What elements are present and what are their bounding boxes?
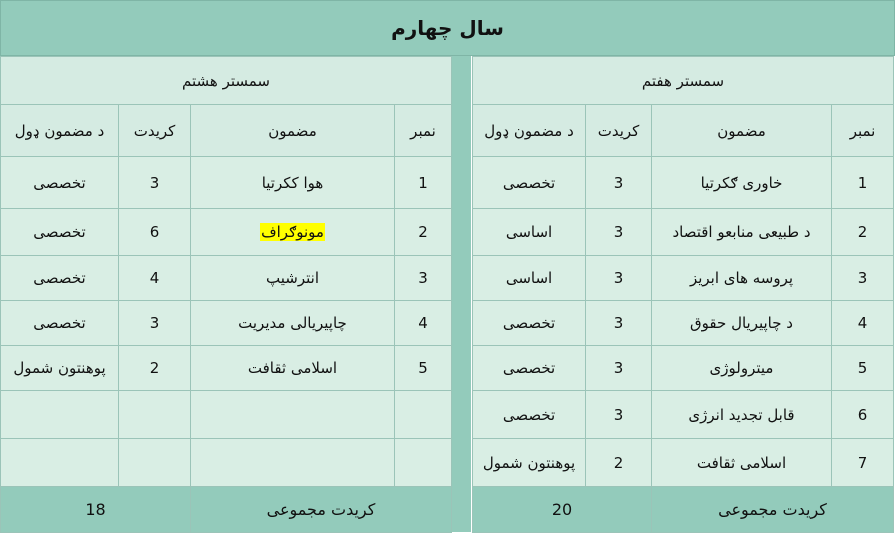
row-subject bbox=[191, 391, 395, 439]
row-type: تخصصی bbox=[473, 346, 586, 391]
row-number: 4 bbox=[395, 301, 452, 346]
row-subject bbox=[191, 439, 395, 487]
total-credit-label: کریدت مجموعی bbox=[191, 487, 452, 533]
row-type: اساسی bbox=[473, 256, 586, 301]
row-credit: 3 bbox=[119, 157, 191, 209]
row-type: تخصصی bbox=[473, 301, 586, 346]
row-type: تخصصی bbox=[1, 256, 119, 301]
row-credit: 3 bbox=[586, 256, 652, 301]
table-separator bbox=[451, 56, 471, 532]
table-row bbox=[1, 346, 452, 391]
row-type: پوهنتون شمول bbox=[1, 346, 119, 391]
row-credit: 2 bbox=[586, 439, 652, 487]
row-type: تخصصی bbox=[473, 391, 586, 439]
row-credit: 3 bbox=[586, 346, 652, 391]
row-number: 5 bbox=[395, 346, 452, 391]
row-number: 6 bbox=[832, 391, 894, 439]
row-credit: 4 bbox=[119, 256, 191, 301]
row-subject: خاوری ګکرتیا bbox=[652, 157, 832, 209]
row-type bbox=[1, 391, 119, 439]
table-row bbox=[473, 209, 894, 256]
row-credit: 3 bbox=[119, 301, 191, 346]
row-credit bbox=[119, 439, 191, 487]
row-type: تخصصی bbox=[473, 157, 586, 209]
col-subject-header: مضمون bbox=[191, 105, 395, 157]
table-row bbox=[473, 301, 894, 346]
table-row bbox=[473, 157, 894, 209]
col-subject-header: مضمون bbox=[652, 105, 832, 157]
col-credit-header: کریدت bbox=[586, 105, 652, 157]
row-number: 3 bbox=[395, 256, 452, 301]
highlighted-subject: مونوګراف bbox=[261, 223, 324, 241]
table-row bbox=[473, 256, 894, 301]
table-row bbox=[1, 209, 452, 256]
row-subject: د طبیعی منابعو اقتصاد bbox=[652, 209, 832, 256]
row-number: 5 bbox=[832, 346, 894, 391]
row-credit: 3 bbox=[586, 209, 652, 256]
row-subject: پروسه های ابریز bbox=[652, 256, 832, 301]
row-subject: چاپیریالی مدیریت bbox=[191, 301, 395, 346]
table-row bbox=[1, 256, 452, 301]
row-credit: 2 bbox=[119, 346, 191, 391]
row-subject: میترولوژی bbox=[652, 346, 832, 391]
row-type: تخصصی bbox=[1, 301, 119, 346]
semester8-table bbox=[0, 56, 452, 533]
row-type: پوهنتون شمول bbox=[473, 439, 586, 487]
table-row bbox=[1, 301, 452, 346]
table-row bbox=[473, 346, 894, 391]
row-number bbox=[395, 439, 452, 487]
row-credit: 3 bbox=[586, 157, 652, 209]
row-subject: هوا ککرتیا bbox=[191, 157, 395, 209]
row-credit: 3 bbox=[586, 301, 652, 346]
row-subject bbox=[191, 209, 395, 256]
row-number: 1 bbox=[395, 157, 452, 209]
row-number: 1 bbox=[832, 157, 894, 209]
row-credit: 6 bbox=[119, 209, 191, 256]
semester7-title: سمستر هفتم bbox=[473, 57, 894, 105]
year-title: سال چهارم bbox=[0, 0, 895, 56]
total-credit-label: کریدت مجموعی bbox=[652, 487, 894, 533]
table-row bbox=[1, 157, 452, 209]
row-credit: 3 bbox=[586, 391, 652, 439]
total-credit-value: 18 bbox=[1, 487, 191, 533]
row-number: 2 bbox=[395, 209, 452, 256]
row-subject: اسلامی ثقافت bbox=[191, 346, 395, 391]
total-credit-value: 20 bbox=[473, 487, 652, 533]
col-type-header: د مضمون ډول bbox=[1, 105, 119, 157]
row-credit bbox=[119, 391, 191, 439]
row-type: اساسی bbox=[473, 209, 586, 256]
row-subject: قابل تجدید انرژی bbox=[652, 391, 832, 439]
row-type bbox=[1, 439, 119, 487]
table-row bbox=[1, 439, 452, 487]
row-type: تخصصی bbox=[1, 209, 119, 256]
col-type-header: د مضمون ډول bbox=[473, 105, 586, 157]
table-row bbox=[473, 439, 894, 487]
col-number-header: نمبر bbox=[832, 105, 894, 157]
col-number-header: نمبر bbox=[395, 105, 452, 157]
row-type: تخصصی bbox=[1, 157, 119, 209]
row-number: 7 bbox=[832, 439, 894, 487]
semester8-title: سمستر هشتم bbox=[1, 57, 452, 105]
row-subject: اسلامی ثقافت bbox=[652, 439, 832, 487]
row-subject: د چاپیریال حقوق bbox=[652, 301, 832, 346]
table-row bbox=[473, 391, 894, 439]
row-number: 3 bbox=[832, 256, 894, 301]
row-number: 2 bbox=[832, 209, 894, 256]
row-number: 4 bbox=[832, 301, 894, 346]
semester7-table bbox=[472, 56, 894, 533]
row-number bbox=[395, 391, 452, 439]
table-row bbox=[1, 391, 452, 439]
row-subject: انترشیپ bbox=[191, 256, 395, 301]
col-credit-header: کریدت bbox=[119, 105, 191, 157]
